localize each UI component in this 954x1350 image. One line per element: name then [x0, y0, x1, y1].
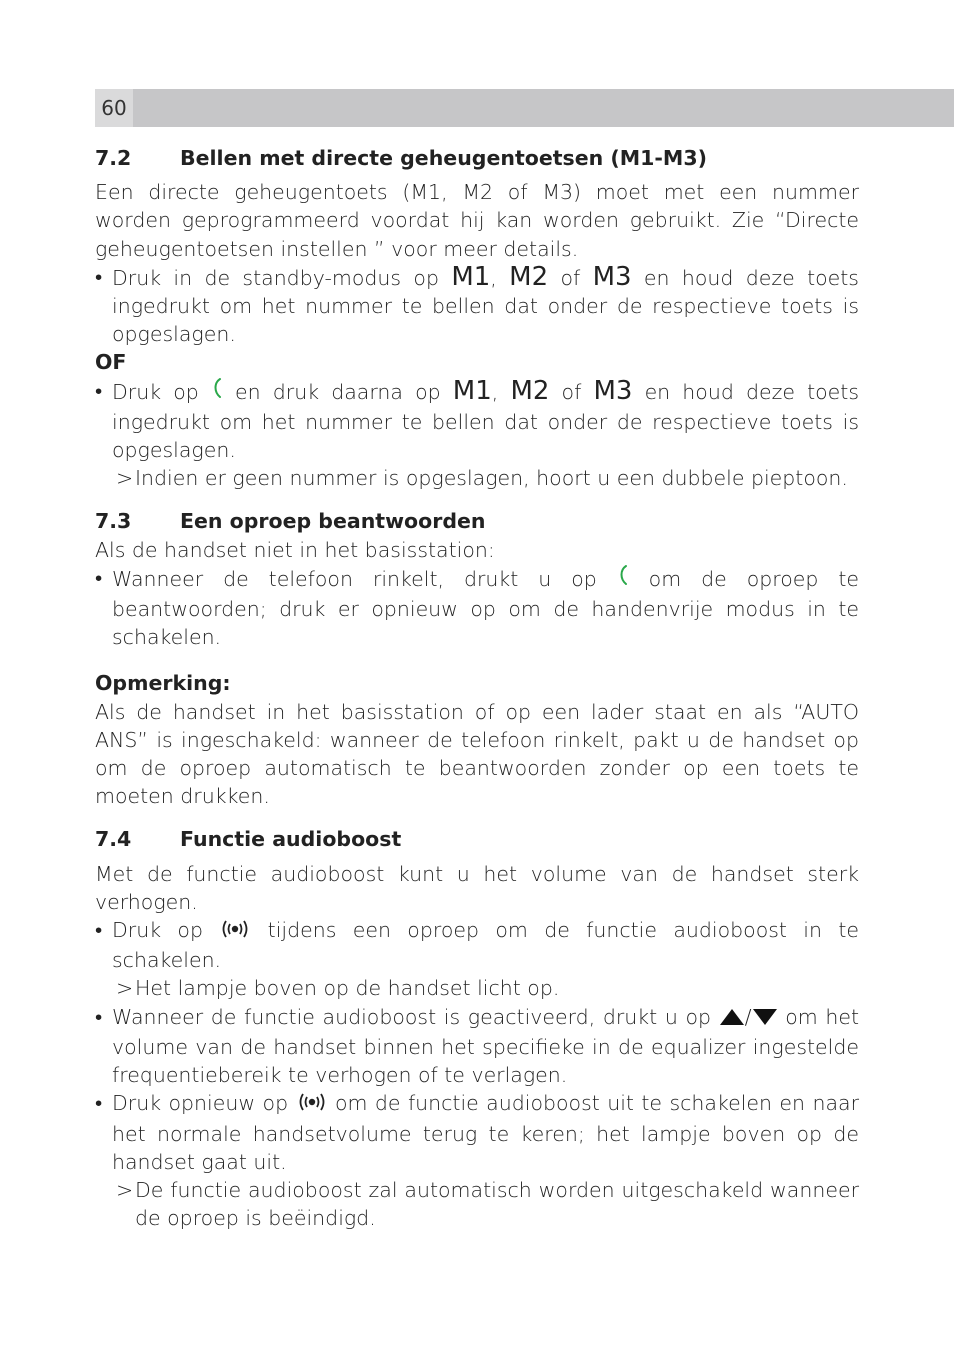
section-7-4-heading: [95, 825, 859, 853]
bullet-item: • Wanneer de telefoon rinkelt, drukt u op om de oproep te beantwoorden; druk er opnieuw op om de handenvrije modus in te schakelen.: [95, 565, 859, 650]
section-number: 7.2: [95, 146, 132, 170]
bullet-item: • Druk op tijdens een oproep om de functie audioboost in te schakelen.: [95, 918, 859, 973]
note-title: Opmerking:: [95, 671, 231, 696]
bullet-item: • Druk in de standby-modus op M1, M2 of M3 en houd deze toets ingedrukt om het nummer te bellen dat onder de respectieve toets is opgeslagen.: [95, 261, 859, 347]
talk-key-icon: [211, 377, 223, 408]
talk-key-icon: [617, 564, 629, 595]
section-7-3-intro: Als de handset niet in het basisstation:: [95, 537, 495, 562]
section-7-2-heading: [95, 144, 859, 172]
audioboost-icon: [296, 1091, 328, 1119]
section-7-2-intro: Een directe geheugentoets (M1, M2 of M3) moet met een nummer worden geprogrammeerd voordat hij kan worden gebruikt. Zie “Directe geheugentoetsen instellen ” voor meer details.: [95, 180, 859, 261]
audioboost-icon: [219, 918, 251, 946]
page-number: 60: [95, 89, 133, 127]
bullet-dot: •: [95, 378, 103, 403]
m1-key-label: M1: [451, 261, 491, 292]
section-number: 7.4: [95, 827, 132, 852]
bullet-dot: •: [95, 565, 103, 590]
arrow-up-icon: [719, 1005, 745, 1033]
arrow-down-icon: [752, 1005, 778, 1033]
bullet-dot: •: [95, 1004, 103, 1029]
section-number: 7.3: [95, 509, 132, 534]
bullet-dot: •: [95, 918, 103, 943]
bullet-dot: •: [95, 1091, 103, 1116]
bullet-dot: •: [95, 264, 103, 289]
section-title: Een oproep beantwoorden: [180, 509, 486, 534]
section-7-4-intro: Met de functie audioboost kunt u het volume van de handset sterk verhogen.: [95, 861, 859, 914]
or-label: OF: [95, 350, 127, 375]
m3-key-label: M3: [592, 261, 632, 292]
section-title: Functie audioboost: [180, 827, 402, 852]
m1-key-label: M1: [452, 375, 492, 406]
m2-key-label: M2: [509, 261, 549, 292]
result-line: > Indien er geen nummer is opgeslagen, hoort u een dubbele pieptoon.: [116, 466, 848, 491]
section-title: Bellen met directe geheugentoetsen (M1-M3): [180, 146, 707, 170]
bullet-item: • Wanneer de functie audioboost is geactiveerd, drukt u op / om het volume van de handset binnen het specifieke in de equalizer ingestelde frequentiebereik te verhogen of te verlagen.: [95, 1004, 860, 1088]
page-content: [95, 144, 859, 1232]
bullet-item: • Druk opnieuw op om de functie audioboost uit te schakelen en naar het normale handsetvolume terug te keren; het lampje boven op de handset gaat uit.: [95, 1091, 860, 1174]
result-line: > Het lampje boven op de handset licht op.: [116, 976, 560, 1001]
header-bar: [95, 89, 954, 127]
m3-key-label: M3: [593, 375, 633, 406]
note-text: Als de handset in het basisstation of op een lader staat en als “AUTO ANS” is ingeschakeld: wanneer de telefoon rinkelt, pakt u de handset op om de oproep automatisch te beantwoorden zonder op een toets te moeten drukken.: [95, 699, 859, 809]
result-line: > De functie audioboost zal automatisch worden uitgeschakeld wanneer de oproep is beëindigd.: [116, 1177, 859, 1231]
bullet-item: • Druk op en druk daarna op M1, M2 of M3 en houd deze toets ingedrukt om het nummer te bellen dat onder de respectieve toets is opgeslagen.: [95, 375, 860, 463]
m2-key-label: M2: [510, 375, 550, 406]
section-7-3-heading: [95, 507, 859, 535]
